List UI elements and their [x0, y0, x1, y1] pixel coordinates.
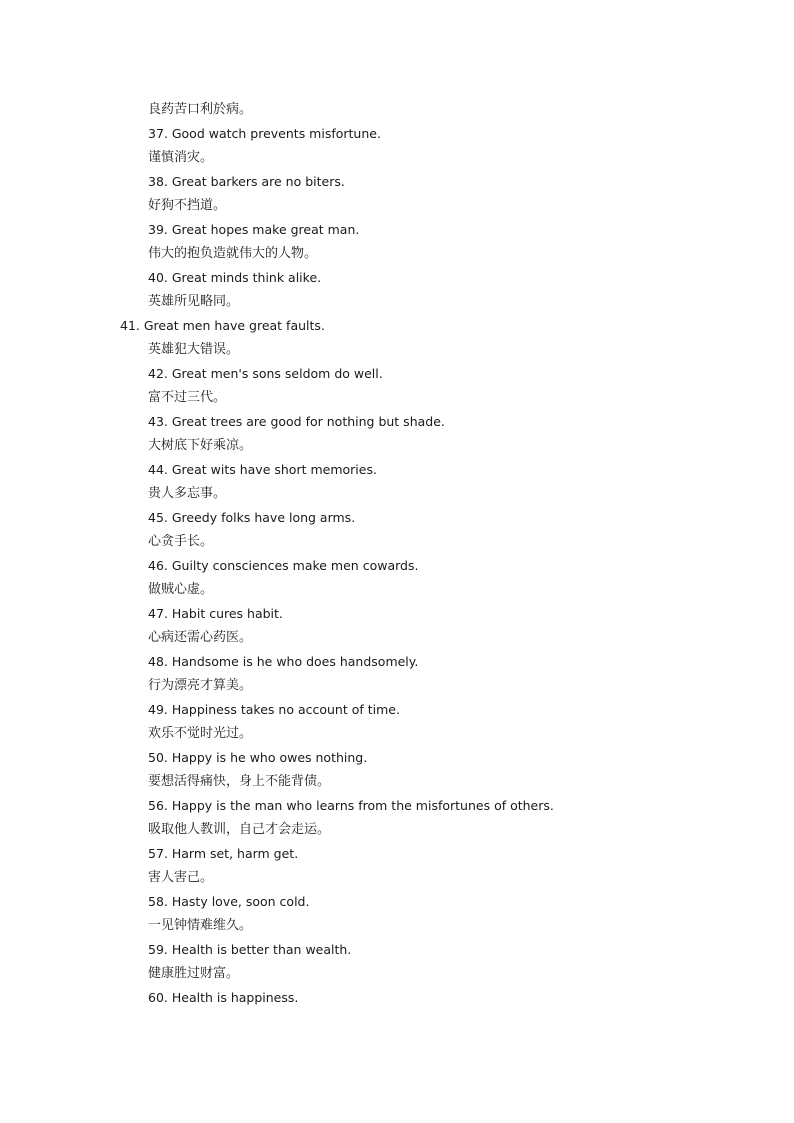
proverb-english: 47. Habit cures habit.	[148, 606, 283, 621]
proverb-english: 37. Good watch prevents misfortune.	[148, 126, 381, 141]
proverb-translation: 心病还需心药医。	[148, 630, 253, 645]
proverb-translation: 吸取他人教训，自己才会走运。	[148, 822, 331, 837]
proverb-english: 45. Greedy folks have long arms.	[148, 510, 356, 525]
proverb-english: 49. Happiness takes no account of time.	[148, 702, 400, 717]
proverb-translation: 健康胜过财富。	[148, 966, 240, 981]
proverb-translation: 贵人多忘事。	[148, 486, 227, 501]
proverb-english: 58. Hasty love, soon cold.	[148, 894, 310, 909]
proverb-translation: 好狗不挡道。	[148, 198, 227, 213]
proverb-translation: 伟大的抱负造就伟大的人物。	[148, 246, 318, 261]
proverb-translation: 大树底下好乘凉。	[148, 438, 253, 453]
proverb-translation: 做贼心虚。	[148, 582, 214, 597]
proverb-english: 40. Great minds think alike.	[148, 270, 322, 285]
proverb-english: 44. Great wits have short memories.	[148, 462, 377, 477]
proverb-translation: 行为漂亮才算美。	[148, 678, 253, 693]
proverb-translation: 富不过三代。	[148, 390, 227, 405]
proverb-translation: 谨慎消灾。	[148, 150, 214, 165]
proverb-english: 38. Great barkers are no biters.	[148, 174, 345, 189]
proverb-english: 48. Handsome is he who does handsomely.	[148, 654, 419, 669]
proverb-english: 59. Health is better than wealth.	[148, 942, 352, 957]
proverb-english: 60. Health is happiness.	[148, 990, 299, 1005]
proverb-translation: 欢乐不觉时光过。	[148, 726, 253, 741]
proverb-translation: 良药苦口利於病。	[148, 102, 253, 117]
proverb-translation: 一见钟情难维久。	[148, 918, 253, 933]
proverb-english: 41. Great men have great faults.	[120, 318, 325, 333]
proverb-translation: 英雄犯大错误。	[148, 342, 240, 357]
proverb-translation: 英雄所见略同。	[148, 294, 240, 309]
proverb-translation: 害人害己。	[148, 870, 214, 885]
proverb-english: 50. Happy is he who owes nothing.	[148, 750, 368, 765]
document-page	[0, 98, 794, 1010]
proverb-english: 56. Happy is the man who learns from the misfortunes of others.	[148, 798, 554, 813]
proverb-translation: 心贪手长。	[148, 534, 214, 549]
proverb-translation: 要想活得痛快，身上不能背债。	[148, 774, 331, 789]
proverb-english: 42. Great men's sons seldom do well.	[148, 366, 383, 381]
proverb-english: 39. Great hopes make great man.	[148, 222, 360, 237]
proverb-english: 46. Guilty consciences make men cowards.	[148, 558, 419, 573]
proverb-english: 57. Harm set, harm get.	[148, 846, 299, 861]
proverb-english: 43. Great trees are good for nothing but shade.	[148, 414, 445, 429]
